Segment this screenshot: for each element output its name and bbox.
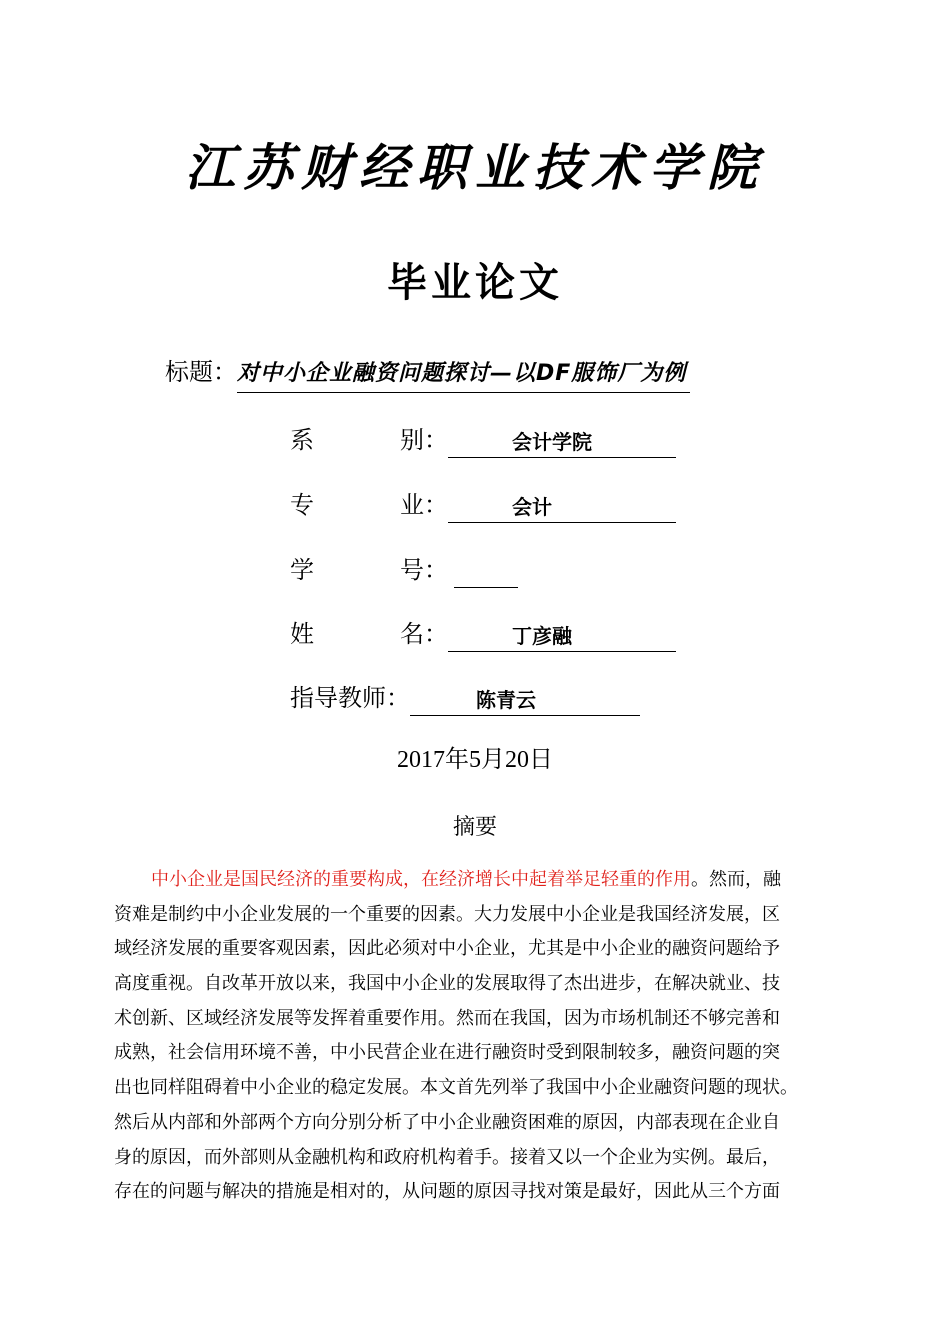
advisor-label: 指导教师：: [290, 684, 410, 712]
student-id-value: [454, 557, 518, 588]
abstract-line: 术创新、区域经济发展等发挥着重要作用。然而在我国，因为市场机制还不够完善和: [114, 1007, 780, 1029]
department-label-1: 系: [290, 426, 314, 454]
abstract-line: 身的原因，而外部则从金融机构和政府机构着手。接着又以一个企业为实例。最后，: [114, 1146, 780, 1168]
name-label-2: 名：: [400, 620, 448, 648]
abstract-line: 中小企业是国民经济的重要构成，在经济增长中起着举足轻重的作用。然而，融: [151, 869, 781, 890]
student-id-label-1: 学: [290, 556, 314, 584]
advisor-value: 陈青云: [410, 685, 640, 716]
abstract-highlight: 中小企业是国民经济的重要构成，在经济增长中起着举足轻重的作用: [151, 869, 691, 890]
department-label-2: 别：: [400, 426, 448, 454]
department-row: [290, 422, 676, 458]
advisor-row: [290, 680, 640, 716]
name-row: [290, 616, 676, 652]
name-label-1: 姓: [290, 620, 314, 648]
student-id-row: [290, 552, 518, 588]
title-row: [165, 354, 690, 390]
abstract-line: 高度重视。自改革开放以来，我国中小企业的发展取得了杰出进步，在解决就业、技: [114, 973, 780, 995]
major-label-2: 业：: [400, 491, 448, 519]
name-value: 丁彦融: [448, 621, 676, 652]
major-row: [290, 487, 676, 523]
title-value: 对中小企业融资问题探讨—以DF服饰厂为例: [237, 356, 690, 393]
department-value: 会计学院: [448, 427, 676, 458]
student-id-label-2: 号：: [400, 556, 448, 584]
major-label-1: 专: [290, 491, 314, 519]
title-label: 标题：: [165, 358, 237, 386]
school-name: 江苏财经职业技术学院: [185, 139, 765, 197]
major-value: 会计: [448, 492, 676, 523]
document-type: 毕业论文: [387, 260, 563, 306]
abstract-line: 域经济发展的重要客观因素，因此必须对中小企业，尤其是中小企业的融资问题给予: [114, 938, 780, 960]
abstract-line: 资难是制约中小企业发展的一个重要的因素。大力发展中小企业是我国经济发展，区: [114, 903, 780, 925]
abstract-body: [114, 863, 836, 1210]
abstract-line: 然后从内部和外部两个方向分别分析了中小企业融资困难的原因，内部表现在企业自: [114, 1111, 780, 1133]
abstract-line: 存在的问题与解决的措施是相对的，从问题的原因寻找对策是最好，因此从三个方面: [114, 1181, 780, 1203]
date: 2017年5月20日: [397, 747, 553, 773]
abstract-heading: 摘要: [452, 815, 497, 840]
abstract-line: 出也同样阻碍着中小企业的稳定发展。本文首先列举了我国中小企业融资问题的现状。: [114, 1077, 798, 1099]
abstract-line: 成熟，社会信用环境不善，中小民营企业在进行融资时受到限制较多，融资问题的突: [114, 1042, 780, 1064]
